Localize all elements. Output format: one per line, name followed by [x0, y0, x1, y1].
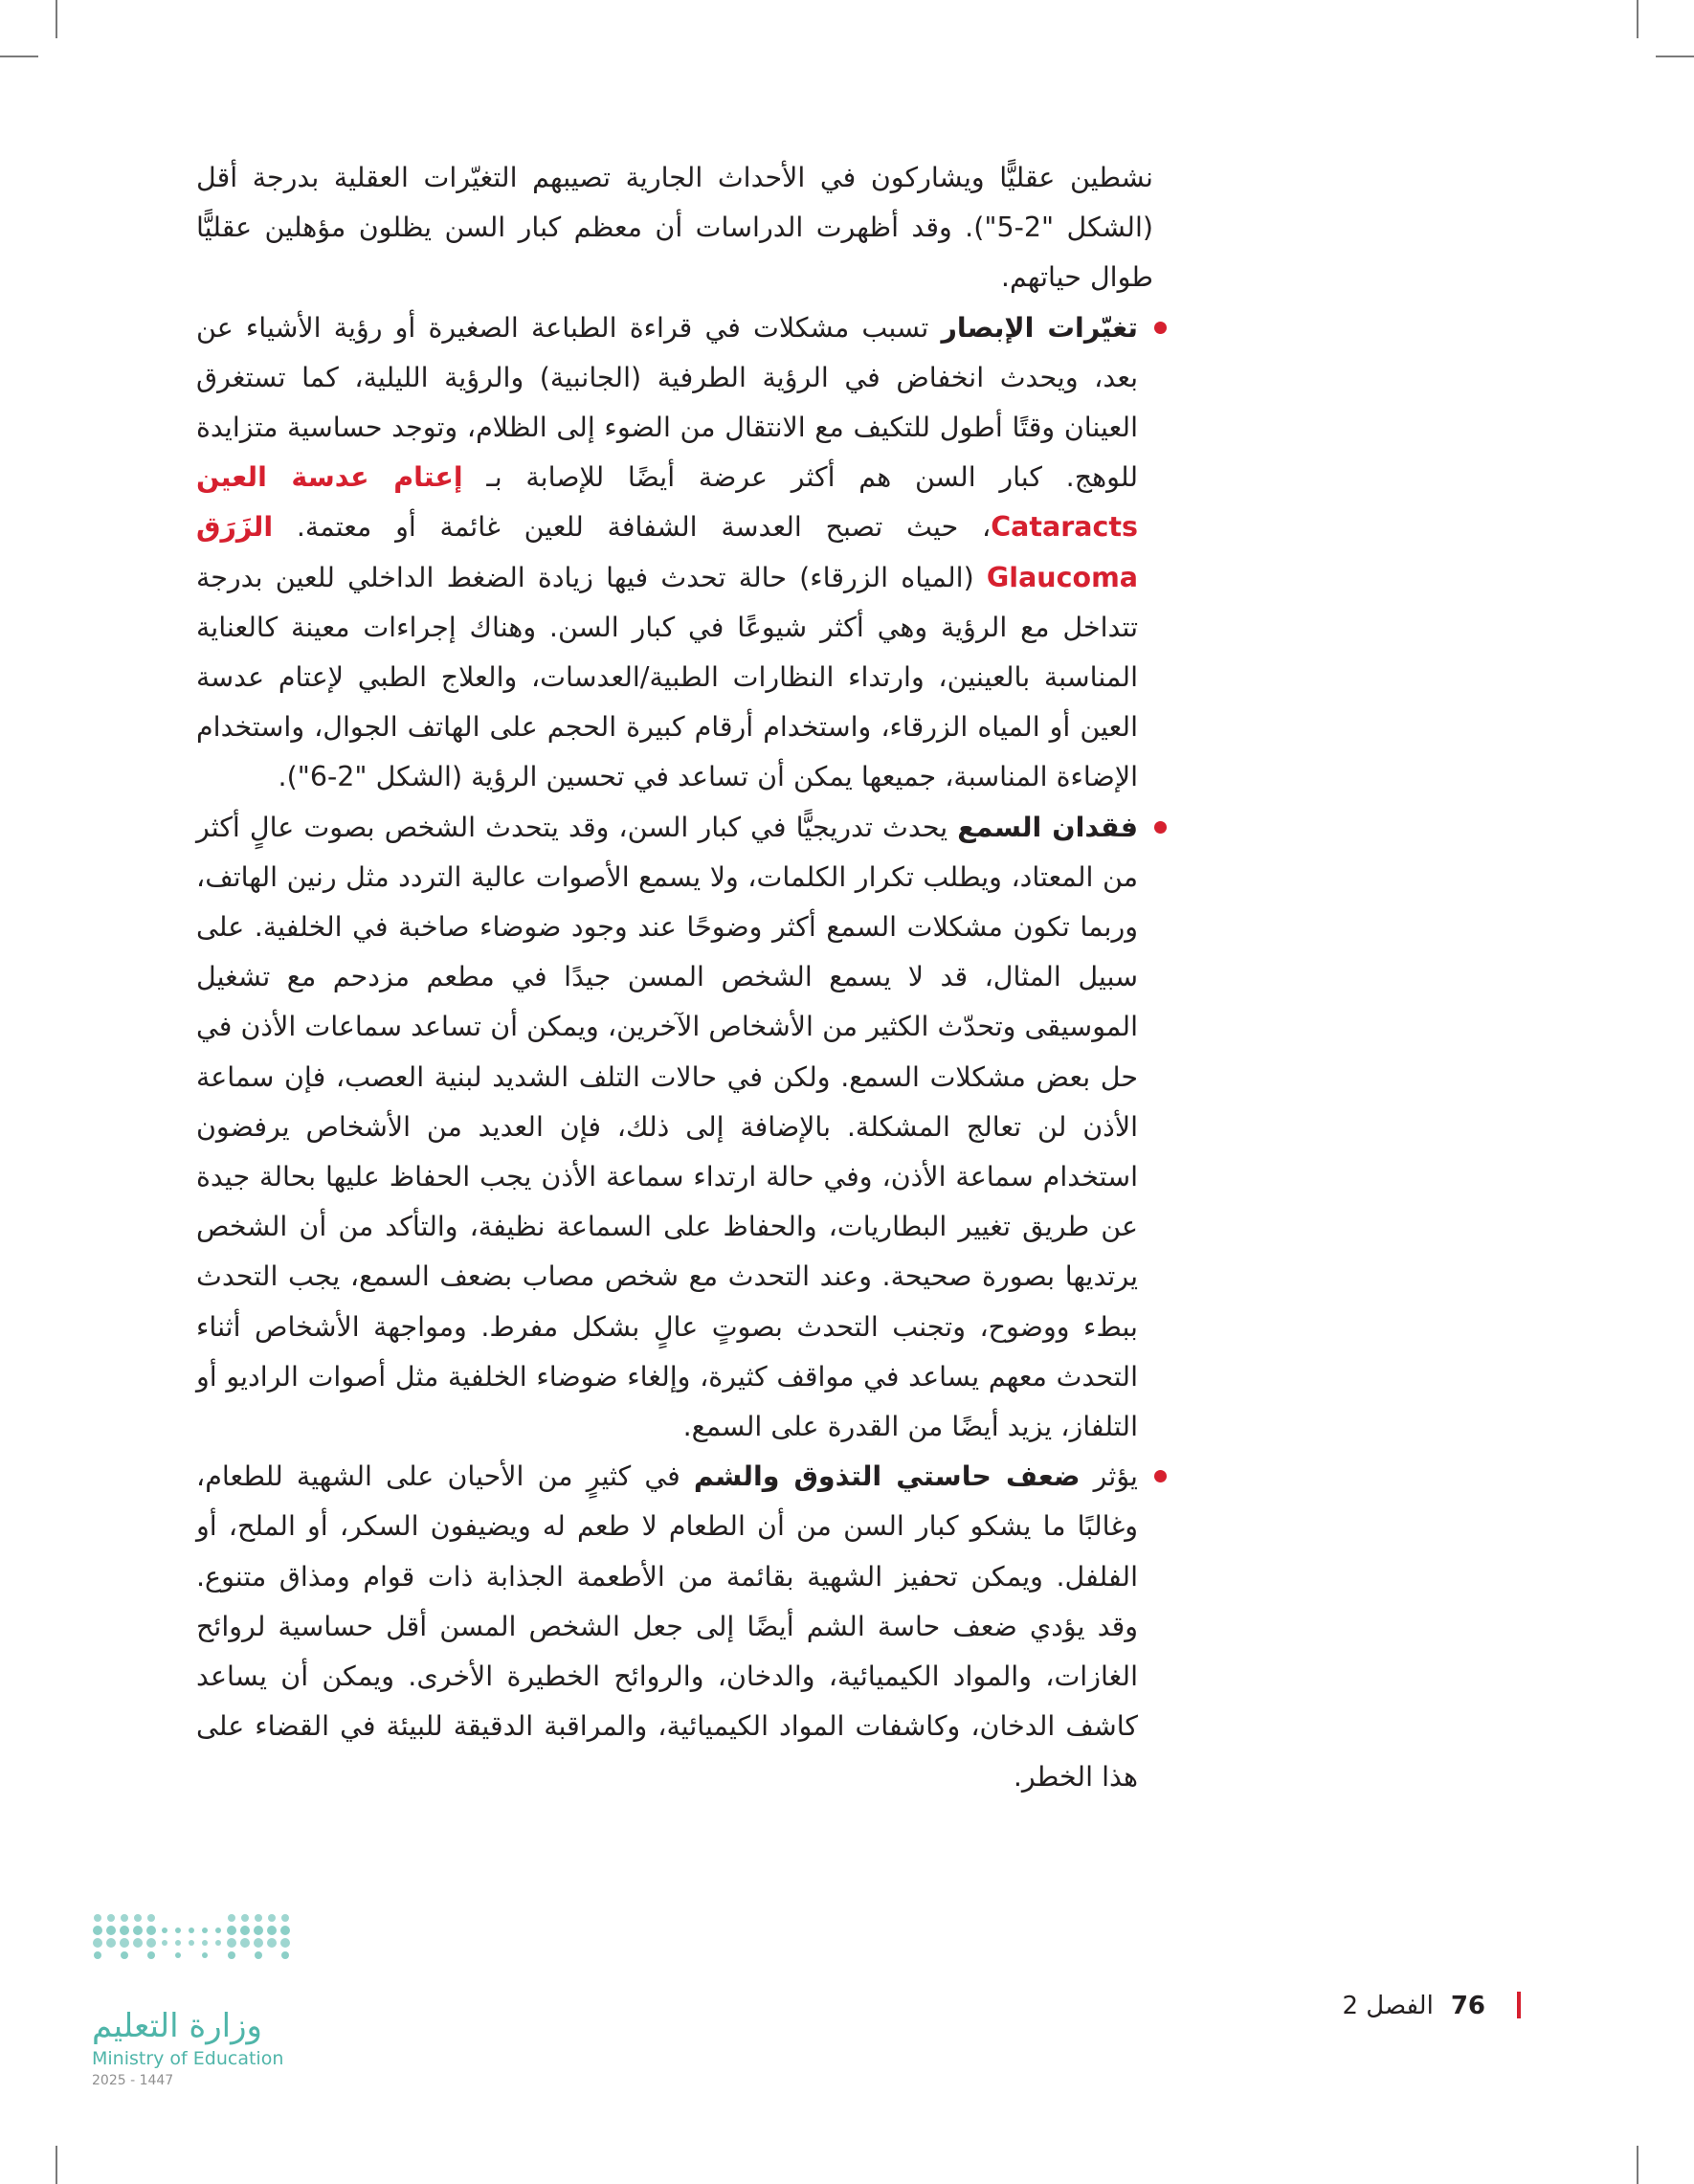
- logo-dot: [146, 1926, 156, 1935]
- logo-dot: [280, 1938, 290, 1948]
- logo-dot: [228, 1914, 235, 1922]
- logo-dot: [147, 1914, 155, 1922]
- logo-dot: [228, 1951, 235, 1959]
- bullet-icon: [1154, 821, 1167, 834]
- logo-dot: [227, 1926, 236, 1935]
- vision-text: (المياه الزرقاء) حالة تحدث فيها زيادة الضغط الداخلي للعين بدرجة تتداخل مع الرؤية وهي أكثر شيوعًا في كبار السن. وهناك إجراءات معينة كالعناية المناسبة بالعينين، وارتداء النظارات الطبية/العدسات، والعلاج الطبي لإعتام عدسة العين أو المياه الزرقاء، واستخدام أرقام كبيرة الحجم على الهاتف الجوال، واستخدام الإضاءة المناسبة، جميعها يمكن أن تساعد في تحسين الرؤية (الشكل "2-6").: [196, 561, 1138, 793]
- logo-dot: [241, 1914, 249, 1922]
- logo-dot: [94, 1951, 101, 1959]
- footer-divider: [1517, 1992, 1521, 2018]
- vision-text: ، حيث تصبح العدسة الشفافة للعين غائمة أو معتمة.: [273, 511, 992, 544]
- logo-dot: [133, 1926, 143, 1935]
- logo-dot: [215, 1928, 221, 1933]
- cataracts-term: إعتام عدسة العين Cataracts: [196, 461, 1138, 544]
- glaucoma-term: الزَرَق Glaucoma: [196, 511, 1138, 593]
- logo-dot: [267, 1926, 277, 1935]
- crop-mark: [1656, 56, 1694, 57]
- logo-dot: [120, 1926, 129, 1935]
- logo-dot: [202, 1928, 208, 1933]
- logo-dot: [175, 1928, 181, 1933]
- logo-dot: [147, 1951, 155, 1959]
- taste-text: يؤثر: [1080, 1460, 1138, 1493]
- vision-term: تغيّرات الإبصار: [941, 311, 1138, 344]
- logo-dot: [93, 1938, 102, 1948]
- logo-dot: [281, 1951, 289, 1959]
- logo-dot: [189, 1940, 194, 1946]
- chapter-label: الفصل 2: [1342, 1992, 1434, 2020]
- vision-bullet: [196, 303, 1153, 803]
- ministry-logo-arabic: وزارة التعليم: [92, 2007, 262, 2045]
- crop-mark: [1637, 2146, 1638, 2184]
- intro-paragraph: نشطين عقليًّا ويشاركون في الأحداث الجارية تصيبهم التغيّرات العقلية بدرجة أقل (الشكل "2-5"). وقد أظهرت الدراسات أن معظم كبار السن يظلون مؤهلين عقليًّا طوال حياتهم.: [196, 162, 1153, 294]
- logo-dot: [162, 1940, 167, 1946]
- logo-dot: [107, 1914, 115, 1922]
- hearing-term: فقدان السمع: [957, 811, 1139, 843]
- page-body: [196, 153, 1153, 1802]
- crop-mark: [56, 2146, 57, 2184]
- logo-dot: [240, 1938, 250, 1948]
- crop-mark: [56, 0, 57, 38]
- page-number: 76: [1450, 1992, 1485, 2020]
- logo-dot: [93, 1926, 102, 1935]
- logo-dot: [146, 1938, 156, 1948]
- logo-dot: [134, 1914, 142, 1922]
- logo-dot: [255, 1951, 262, 1959]
- logo-dot: [280, 1926, 290, 1935]
- crop-mark: [0, 56, 38, 57]
- logo-dot: [189, 1928, 194, 1933]
- logo-dot: [268, 1914, 276, 1922]
- logo-dot: [227, 1938, 236, 1948]
- hearing-bullet: [196, 803, 1153, 1453]
- logo-dot: [162, 1928, 167, 1933]
- logo-dot: [175, 1952, 181, 1958]
- logo-dot: [106, 1938, 116, 1948]
- logo-dot: [202, 1940, 208, 1946]
- logo-dot: [254, 1926, 263, 1935]
- crop-mark: [1637, 0, 1638, 38]
- logo-dot: [94, 1914, 101, 1922]
- taste-text: في كثيرٍ من الأحيان على الشهية للطعام، وغالبًا ما يشكو كبار السن من أن الطعام لا طعم له ويضيفون السكر، أو الملح، أو الفلفل. ويمكن تحفيز الشهية بقائمة من الأطعمة الجذابة ذات قوام ومذاق متنوع. وقد يؤدي ضعف حاسة الشم أيضًا إلى جعل الشخص المسن أقل حساسية لروائح الغازات، والمواد الكيميائية، والدخان، والروائح الخطيرة الأخرى. ويمكن أن يساعد كاشف الدخان، وكاشفات المواد الكيميائية، والمراقبة الدقيقة للبيئة في القضاء على هذا الخطر.: [196, 1460, 1138, 1793]
- logo-dot: [106, 1926, 116, 1935]
- taste-smell-bullet: [196, 1452, 1153, 1801]
- logo-dot: [267, 1938, 277, 1948]
- ministry-logo-years: 2025 - 1447: [92, 2073, 174, 2088]
- logo-dot: [215, 1940, 221, 1946]
- taste-smell-term: ضعف حاستي التذوق والشم: [693, 1460, 1081, 1493]
- page-footer: [1321, 1987, 1485, 2025]
- hearing-text: يحدث تدريجيًّا في كبار السن، وقد يتحدث الشخص بصوت عالٍ أكثر من المعتاد، ويطلب تكرار الكلمات، ولا يسمع الأصوات عالية التردد مثل رنين الهاتف، وربما تكون مشكلات السمع أكثر وضوحًا عند وجود ضوضاء صاخبة في الخلفية. على سبيل المثال، قد لا يسمع الشخص المسن جيدًا في مطعم مزدحم مع تشغيل الموسيقى وتحدّث الكثير من الأشخاص الآخرين، ويمكن أن تساعد سماعات الأذن في حل بعض مشكلات السمع. ولكن في حالات التلف الشديد لبنية العصب، فإن سماعة الأذن لن تعالج المشكلة. بالإضافة إلى ذلك، فإن العديد من الأشخاص يرفضون استخدام سماعة الأذن، وفي حالة ارتداء سماعة الأذن يجب الحفاظ عليها بحالة جيدة عن طريق تغيير البطاريات، والحفاظ على السماعة نظيفة، والتأكد من أن الشخص يرتديها بصورة صحيحة. وعند التحدث مع شخص مصاب بضعف السمع، يجب التحدث ببطء ووضوح، وتجنب التحدث بصوتٍ عالٍ بشكل مفرط. ومواجهة الأشخاص أثناء التحدث معهم يساعد في مواقف كثيرة، وإلغاء ضوضاء الخلفية مثل أصوات الراديو أو التلفاز، يزيد أيضًا من القدرة على السمع.: [196, 811, 1138, 1443]
- logo-dot: [133, 1938, 143, 1948]
- logo-dot: [254, 1938, 263, 1948]
- bullet-icon: [1154, 1470, 1167, 1482]
- vision-text: تسبب مشكلات في قراءة الطباعة الصغيرة أو رؤية الأشياء عن بعد، ويحدث انخفاض في الرؤية الطرفية (الجانبية) والرؤية الليلية، كما تستغرق العينان وقتًا أطول للتكيف مع الانتقال من الضوء إلى الظلام، وتوجد حساسية متزايدة للوهج. كبار السن هم أكثر عرضة أيضًا للإصابة بـ: [196, 311, 1139, 494]
- logo-dot: [281, 1914, 289, 1922]
- logo-dot: [120, 1938, 129, 1948]
- logo-dot: [121, 1951, 128, 1959]
- logo-dot: [121, 1914, 128, 1922]
- logo-dot: [202, 1952, 208, 1958]
- logo-dot: [240, 1926, 250, 1935]
- bullet-icon: [1154, 322, 1167, 334]
- ministry-logo-english: Ministry of Education: [92, 2048, 284, 2069]
- logo-dot: [255, 1914, 262, 1922]
- logo-dot: [175, 1940, 181, 1946]
